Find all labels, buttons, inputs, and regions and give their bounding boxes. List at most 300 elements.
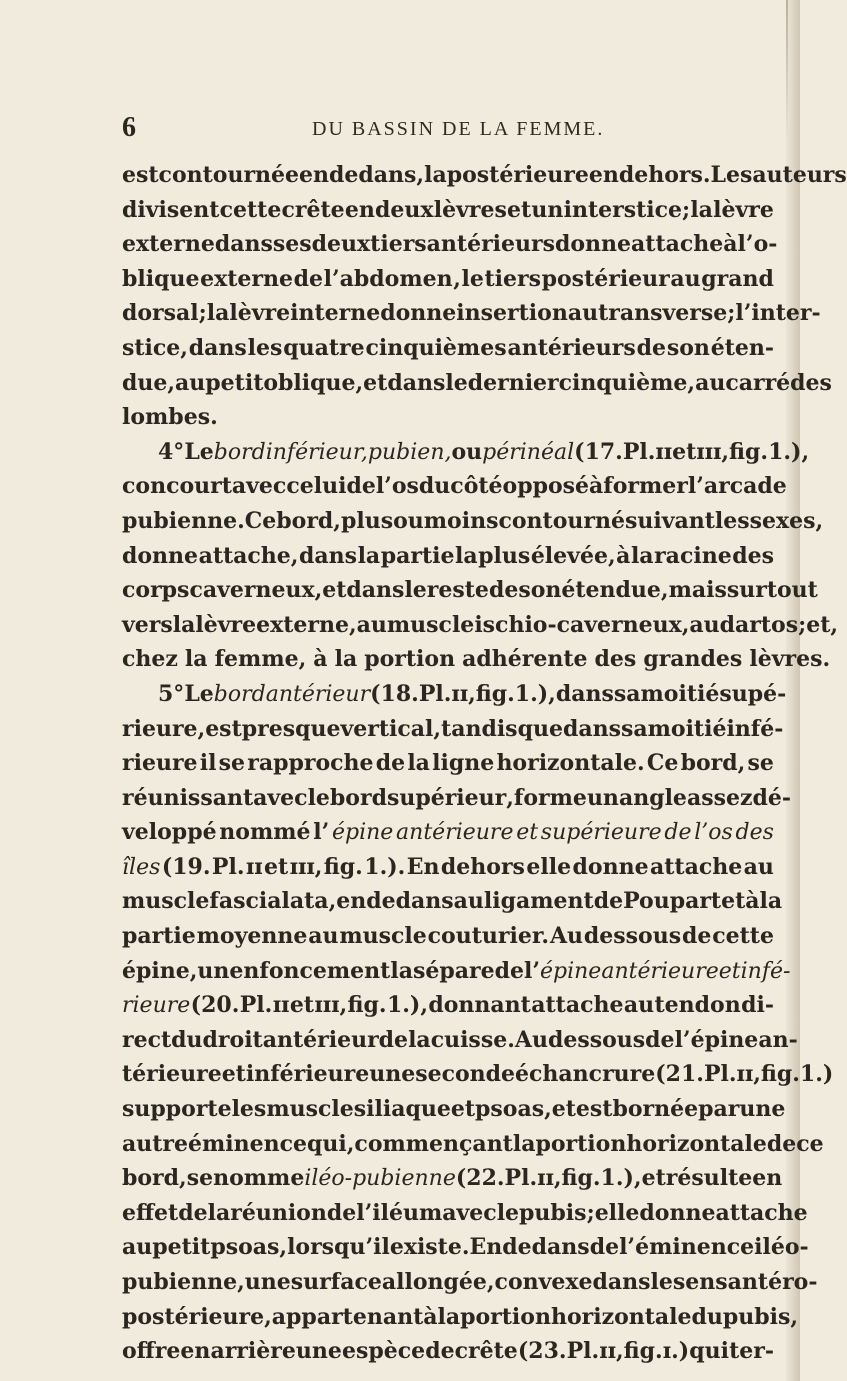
word: est: [122, 162, 159, 188]
word: il: [199, 750, 217, 777]
word: lèvres: [433, 196, 507, 223]
word: au: [623, 992, 655, 1019]
word: au: [670, 265, 701, 292]
word: seconde: [415, 1061, 516, 1088]
word: côté: [450, 473, 503, 500]
word: tendon: [654, 992, 741, 1019]
italic-word: et: [718, 958, 741, 984]
word: une: [295, 1338, 342, 1365]
word: un: [197, 957, 230, 984]
word: étendue,: [561, 577, 669, 604]
word: autre: [122, 1130, 188, 1157]
text-line: [122, 1196, 808, 1231]
word: au: [567, 300, 599, 327]
word: ɪɪ,: [537, 1165, 562, 1192]
text-line: [122, 227, 778, 262]
word: muscles: [266, 1096, 367, 1123]
word: petit: [205, 369, 264, 396]
word: et: [551, 1096, 576, 1123]
word: au: [695, 369, 726, 396]
word: postérieure: [446, 162, 589, 188]
text-line: [122, 815, 774, 850]
italic-word: et: [516, 820, 539, 846]
text-line: [122, 193, 774, 228]
word: cinquièmes: [365, 334, 507, 361]
word: caverneux,: [189, 577, 323, 604]
word: en: [299, 162, 330, 188]
word: 4°: [158, 438, 185, 465]
word: effet: [122, 1199, 179, 1226]
word: moitié: [640, 680, 720, 707]
word: une: [739, 1096, 786, 1123]
word: en: [588, 162, 619, 188]
word: attache: [715, 1199, 808, 1226]
word: externe,: [256, 611, 357, 638]
word: ligne: [432, 750, 495, 777]
text-line: [122, 1334, 774, 1369]
word: et: [721, 888, 746, 915]
word: en: [336, 888, 367, 915]
word: et,: [806, 611, 839, 638]
word: dans: [592, 1269, 651, 1295]
word: 1.),: [600, 1165, 642, 1192]
word: donne: [639, 1199, 716, 1226]
text-line: [122, 435, 810, 470]
italic-word: supérieure: [540, 820, 662, 846]
word: de: [326, 1199, 357, 1226]
word: Pl.: [566, 1338, 600, 1365]
word: dedans: [502, 1234, 590, 1261]
italic-word: inférieur,: [265, 439, 368, 465]
word: En: [469, 1234, 503, 1261]
word: interne: [290, 300, 381, 327]
word: et: [264, 853, 289, 880]
text-line: [122, 331, 774, 366]
word: (22.: [455, 1165, 505, 1192]
word: veloppé: [122, 819, 217, 846]
word: droit: [202, 1026, 263, 1053]
word: ou: [451, 438, 483, 465]
italic-word: des: [735, 820, 774, 846]
word: Le: [184, 438, 214, 465]
word: les: [247, 334, 283, 361]
word: portion: [535, 1130, 627, 1157]
word: convexe: [494, 1269, 593, 1295]
text-line: [122, 1300, 799, 1335]
text-line: [122, 884, 783, 919]
word: portion: [364, 646, 456, 673]
word: surface: [290, 1269, 382, 1295]
word: ɪɪ,: [451, 680, 476, 707]
word: avec: [442, 1199, 497, 1226]
italic-word: pubien,: [367, 439, 452, 465]
word: une: [369, 1061, 416, 1088]
word: l’éminence: [619, 1234, 755, 1261]
word: fig.: [623, 1338, 663, 1365]
word: pubienne.: [122, 507, 245, 534]
word: dessous: [547, 1026, 646, 1053]
word: blique: [122, 265, 200, 292]
word: et: [289, 992, 314, 1019]
word: fig.: [475, 680, 515, 707]
word: racine: [654, 542, 732, 569]
word: rapproche: [247, 750, 374, 777]
word: iliaque: [366, 1096, 451, 1123]
word: des: [594, 646, 637, 673]
word: au: [175, 369, 206, 396]
word: moyenne: [196, 923, 308, 950]
word: et: [221, 1061, 246, 1088]
word: tandis: [441, 715, 518, 742]
word: une: [244, 1269, 291, 1295]
italic-word: îles: [122, 854, 161, 880]
word: la: [437, 1303, 461, 1330]
word: et: [507, 196, 532, 223]
word: oblique,: [263, 369, 364, 396]
word: stice,: [122, 334, 188, 361]
word: petit: [152, 1234, 211, 1261]
word: ;: [198, 300, 207, 327]
word: iléo-: [754, 1234, 809, 1261]
word: Pl.: [703, 1061, 737, 1088]
word: Ce: [244, 507, 277, 534]
word: que: [517, 715, 563, 742]
word: de: [488, 577, 519, 604]
word: l’épine: [674, 1026, 759, 1053]
word: un: [531, 196, 564, 223]
italic-word: périnéal: [482, 439, 575, 465]
word: concourt: [122, 473, 232, 500]
word: supé-: [719, 680, 787, 707]
word: presque: [241, 715, 341, 742]
word: en: [180, 1338, 211, 1365]
word: au: [356, 611, 387, 638]
word: enfoncement: [229, 957, 391, 984]
word: inférieure: [245, 1061, 370, 1088]
word: qui: [689, 1338, 730, 1365]
word: ter-: [729, 1338, 774, 1365]
text-line: [122, 504, 824, 539]
word: de: [589, 1234, 620, 1261]
word: élevée,: [530, 542, 616, 569]
word: cette: [712, 923, 774, 950]
word: épine,: [122, 957, 198, 984]
word: dans: [555, 680, 614, 707]
word: ce: [796, 1130, 824, 1157]
word: Les: [710, 162, 753, 188]
word: antérieurs: [507, 334, 636, 361]
word: les: [231, 1096, 267, 1123]
text-line: [122, 919, 774, 954]
word: transverse: [598, 300, 728, 327]
word: la: [690, 196, 713, 223]
word: (18.: [370, 680, 419, 707]
word: psoas,: [475, 1096, 552, 1123]
word: de: [346, 473, 376, 500]
text-line: [122, 1057, 834, 1092]
word: ;: [798, 611, 807, 638]
word: divisent: [122, 196, 220, 223]
word: nommé: [219, 819, 311, 846]
word: la: [455, 542, 478, 569]
word: commençant: [354, 1130, 513, 1157]
word: bord: [329, 784, 387, 811]
word: le: [496, 1199, 520, 1226]
word: l’o-: [737, 231, 778, 258]
word: pubis: [519, 1199, 587, 1226]
word: réunissant: [122, 784, 254, 811]
word: postérieure,: [122, 1303, 272, 1330]
word: dans: [299, 542, 358, 569]
word: tiers: [484, 265, 541, 292]
word: du: [691, 1303, 723, 1330]
italic-word: épine: [540, 958, 602, 984]
text-line: [122, 1161, 783, 1196]
word: des: [790, 369, 832, 396]
text-line: [122, 366, 832, 401]
text-line: [122, 296, 821, 331]
word: postérieur: [541, 265, 670, 292]
word: de: [681, 923, 712, 950]
italic-word: l’os: [694, 820, 733, 846]
word: se: [747, 750, 774, 777]
word: ɪɪ,: [599, 1338, 624, 1365]
word: dans: [562, 715, 621, 742]
word: à: [589, 473, 604, 500]
word: ;: [586, 1199, 595, 1226]
word: du: [418, 473, 451, 500]
word: quatre: [283, 334, 365, 361]
word: fig.: [561, 1165, 601, 1192]
word: de: [766, 1130, 797, 1157]
text-line: [122, 781, 791, 816]
word: Poupart: [623, 888, 722, 915]
word: attache: [531, 992, 624, 1019]
word: les: [714, 507, 750, 534]
word: fig.: [347, 992, 387, 1019]
word: de: [494, 957, 524, 984]
word: au: [743, 853, 774, 880]
word: fig.1.): [760, 1061, 834, 1088]
word: celui: [286, 473, 347, 500]
word: l’os: [375, 473, 419, 500]
word: lombes.: [122, 404, 218, 431]
word: bornée: [612, 1096, 699, 1123]
word: an-: [758, 1026, 798, 1053]
word: suivant: [624, 507, 715, 534]
word: la: [184, 646, 208, 673]
word: portion: [460, 1303, 551, 1330]
word: au: [689, 611, 720, 638]
word: psoas,: [210, 1234, 288, 1261]
word: (20.: [190, 992, 240, 1019]
word: ou: [393, 507, 424, 534]
word: lorsqu’il: [287, 1234, 390, 1261]
word: allongée,: [381, 1269, 495, 1295]
word: cette: [219, 196, 282, 223]
word: former: [603, 473, 688, 500]
word: donne: [572, 853, 649, 880]
word: horizontale: [626, 1130, 767, 1157]
italic-word: infé-: [740, 958, 791, 984]
word: la: [206, 300, 230, 327]
word: supérieur: [386, 784, 507, 811]
text-line: [122, 1127, 824, 1162]
page-edge: [786, 0, 800, 1381]
word: antérieurs: [426, 231, 555, 258]
word: et: [322, 577, 347, 604]
italic-word: bord: [213, 439, 266, 465]
word: attache: [631, 231, 724, 258]
word: à: [745, 888, 760, 915]
text-line: [122, 1092, 786, 1127]
word: 1.),: [514, 680, 556, 707]
word: lèvre: [229, 300, 291, 327]
word: attache: [649, 853, 743, 880]
word: térieure: [122, 1061, 222, 1088]
page-header: [122, 112, 762, 148]
word: contourné: [498, 507, 625, 534]
word: surtout: [726, 577, 818, 604]
word: insertion: [456, 300, 568, 327]
word: espèce: [341, 1338, 426, 1365]
word: ɪ.): [662, 1338, 690, 1365]
word: ;: [727, 300, 736, 327]
word: et: [450, 1096, 475, 1123]
word: En: [406, 853, 440, 880]
italic-word: bord: [213, 681, 266, 707]
italic-word: épine: [332, 820, 394, 846]
word: auteurs: [752, 162, 847, 188]
word: plus: [340, 507, 394, 534]
word: dans: [387, 369, 446, 396]
word: di-: [741, 992, 774, 1019]
word: avec: [253, 784, 308, 811]
word: dehors: [440, 853, 525, 880]
italic-word: de: [664, 820, 692, 846]
word: et: [641, 1165, 666, 1192]
word: dedans,: [329, 162, 425, 188]
word: dé-: [752, 784, 791, 811]
word: et: [672, 438, 697, 465]
word: donne: [380, 300, 457, 327]
word: femme,: [214, 646, 307, 673]
word: à: [313, 646, 328, 673]
body-text: [122, 158, 847, 1369]
word: lèvre: [195, 611, 257, 638]
text-line: [122, 262, 774, 297]
word: en: [344, 196, 375, 223]
word: ligament: [483, 888, 594, 915]
word: la: [357, 542, 381, 569]
word: sens: [672, 1269, 728, 1295]
word: dorsal: [122, 300, 199, 327]
word: corps: [122, 577, 190, 604]
word: externe: [200, 265, 293, 292]
word: ischio-caverneux,: [474, 611, 690, 638]
word: partie: [122, 923, 196, 950]
word: l’: [523, 957, 540, 984]
word: la: [424, 162, 447, 188]
word: l’inter-: [735, 300, 821, 327]
word: dessous: [583, 923, 682, 950]
text-line: [122, 608, 839, 643]
word: dedans: [366, 888, 454, 915]
word: muscle: [122, 888, 210, 915]
word: de: [375, 750, 406, 777]
italic-word: iléo-pubienne: [304, 1166, 456, 1192]
text-line: [122, 158, 847, 193]
word: moins: [423, 507, 499, 534]
word: échancrure: [515, 1061, 656, 1088]
word: ɪɪ,: [736, 1061, 761, 1088]
word: l’: [313, 819, 330, 846]
word: 1.),: [386, 992, 428, 1019]
word: couturier.: [427, 923, 550, 950]
text-line: [122, 712, 784, 747]
word: infé-: [726, 715, 784, 742]
word: l’iléum: [356, 1199, 443, 1226]
word: le: [650, 1269, 673, 1295]
page-edge-shadow: [786, 0, 788, 140]
word: à: [423, 1303, 438, 1330]
word: mais: [668, 577, 727, 604]
word: Pl.: [211, 853, 245, 880]
word: partie: [380, 542, 455, 569]
word: de: [378, 1026, 409, 1053]
word: du: [171, 1026, 203, 1053]
word: horizontale: [550, 1303, 692, 1330]
word: ,: [453, 265, 461, 292]
word: reste: [426, 577, 489, 604]
word: de: [645, 1026, 675, 1053]
word: est: [205, 715, 242, 742]
word: avec: [231, 473, 287, 500]
word: pubis,: [722, 1303, 799, 1330]
word: éten-: [710, 334, 774, 361]
word: bord,: [122, 1165, 187, 1192]
word: grandes: [643, 646, 743, 673]
word: crête: [454, 1338, 518, 1365]
word: et: [363, 369, 388, 396]
word: fig.: [323, 853, 363, 880]
word: la: [207, 1199, 231, 1226]
word: forme: [513, 784, 587, 811]
text-line: [122, 954, 791, 989]
word: supporte: [122, 1096, 232, 1123]
word: 5°: [158, 680, 185, 707]
word: deux: [311, 231, 371, 258]
word: arrière: [210, 1338, 296, 1365]
word: assez: [686, 784, 753, 811]
word: dernier: [467, 369, 559, 396]
word: (19.: [161, 853, 211, 880]
word: offre: [122, 1338, 181, 1365]
word: la: [334, 646, 358, 673]
text-line: [122, 1230, 809, 1265]
word: deux: [375, 196, 434, 223]
word: rieure,: [122, 715, 206, 742]
word: dans: [214, 231, 273, 258]
text-line: [122, 642, 831, 677]
text-line: [122, 400, 774, 435]
word: carré: [725, 369, 791, 396]
word: muscle: [386, 611, 475, 638]
word: sa: [620, 715, 648, 742]
word: contournée: [158, 162, 300, 188]
word: vers: [122, 611, 173, 638]
word: dartos: [719, 611, 799, 638]
